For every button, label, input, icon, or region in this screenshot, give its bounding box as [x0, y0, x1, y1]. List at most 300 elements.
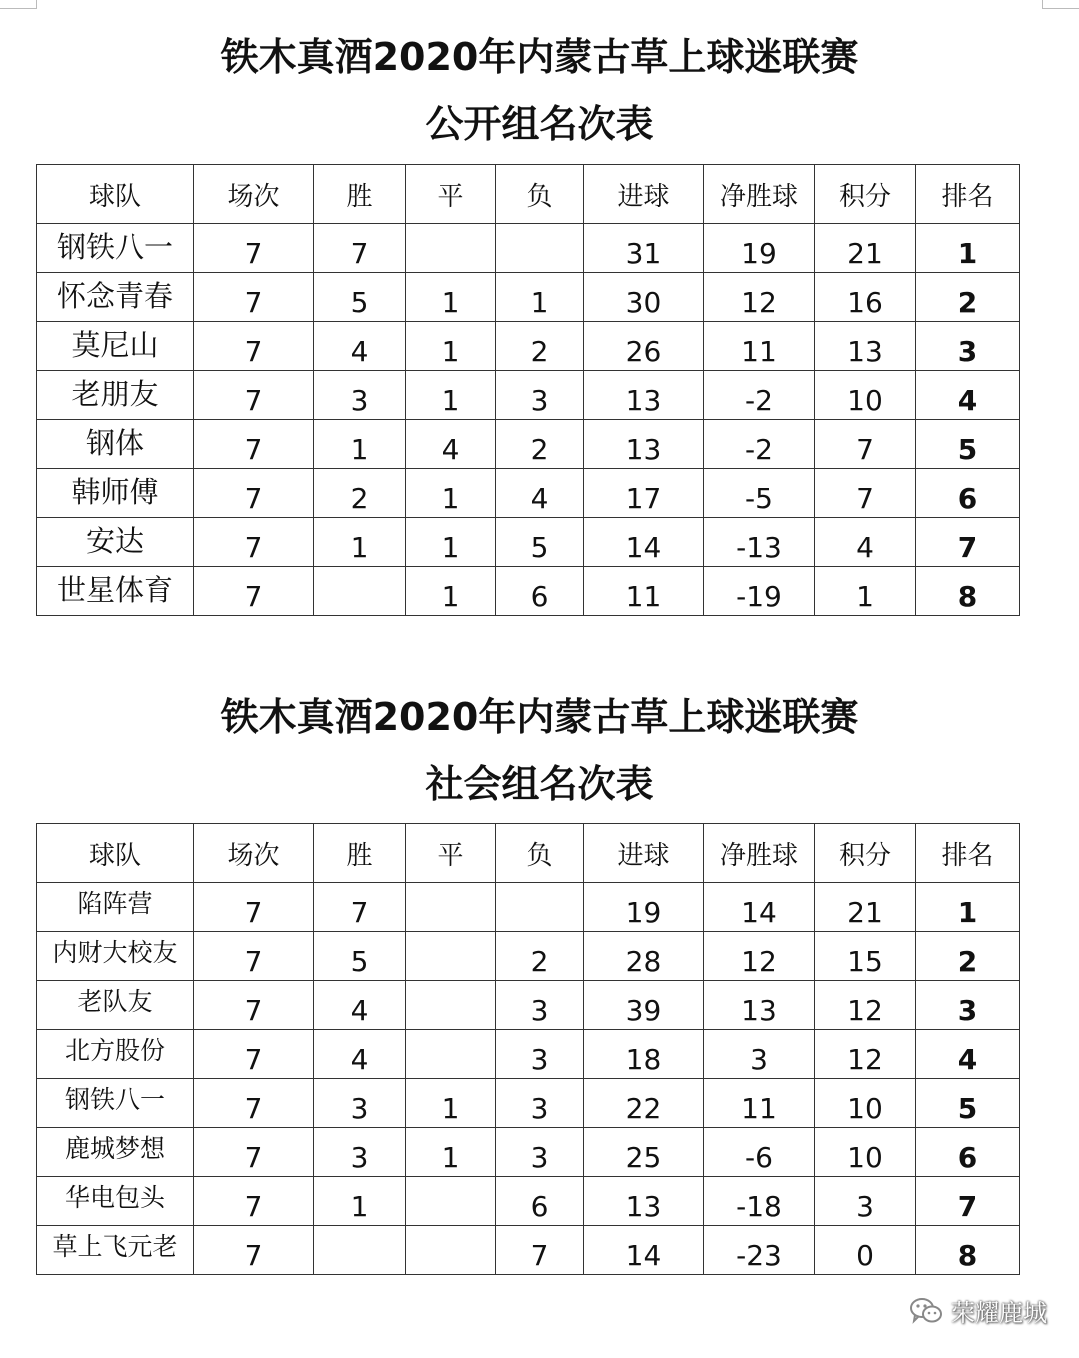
- cell-won: [314, 371, 406, 420]
- cell-value: 8: [957, 580, 978, 613]
- column-header-played: 场次: [194, 824, 314, 883]
- table-row: [37, 883, 1020, 932]
- cell-value: 11: [625, 580, 662, 613]
- column-header-rank: 排名: [916, 824, 1020, 883]
- cell-value: 19: [741, 237, 777, 270]
- cell-value: 7: [244, 1092, 263, 1125]
- cell-won: [314, 224, 406, 273]
- cell-value: 老队友: [77, 987, 153, 1016]
- cell-value: 30: [625, 286, 662, 319]
- cell-goals-for: [584, 469, 704, 518]
- cell-goals-for: [584, 1226, 704, 1275]
- cell-value: 12: [847, 994, 883, 1027]
- cell-value: 北方股份: [64, 1036, 165, 1065]
- cell-points: [815, 224, 916, 273]
- cell-value: 19: [625, 896, 662, 929]
- cell-value: -2: [745, 433, 773, 466]
- cell-goal-difference: [704, 1177, 815, 1226]
- cell-value: 怀念青春: [56, 279, 173, 313]
- cell-played: [194, 518, 314, 567]
- cell-rank: [916, 1030, 1020, 1079]
- cell-lost: [496, 322, 584, 371]
- cell-value: 2: [350, 482, 369, 515]
- cell-goal-difference: [704, 1079, 815, 1128]
- cell-rank: [916, 371, 1020, 420]
- cell-value: 10: [847, 1092, 883, 1125]
- cell-value: 3: [530, 384, 549, 417]
- account-watermark: [909, 1293, 1047, 1328]
- cell-goal-difference: [704, 273, 815, 322]
- column-header-team: 球队: [37, 165, 194, 224]
- cell-value: 1: [530, 286, 549, 319]
- cell-value: 25: [625, 1141, 662, 1174]
- cell-value: 13: [741, 994, 777, 1027]
- cell-goal-difference: [704, 322, 815, 371]
- cell-lost: [496, 1079, 584, 1128]
- cell-points: [815, 1226, 916, 1275]
- cell-value: 2: [530, 433, 549, 466]
- column-header-team: 球队: [37, 824, 194, 883]
- cell-value: 2: [957, 286, 978, 319]
- cell-played: [194, 1030, 314, 1079]
- cell-value: 老朋友: [71, 377, 159, 411]
- cell-won: [314, 469, 406, 518]
- cell-points: [815, 322, 916, 371]
- cell-value: 3: [350, 384, 369, 417]
- cell-played: [194, 932, 314, 981]
- cell-value: 7: [856, 433, 874, 466]
- cell-won: [314, 1030, 406, 1079]
- cell-lost: [496, 1128, 584, 1177]
- column-header-goals-for: 进球: [584, 165, 704, 224]
- cell-value: 7: [530, 1239, 549, 1272]
- cell-rank: [916, 273, 1020, 322]
- cell-value: 18: [625, 1043, 662, 1076]
- cell-value: 2: [957, 945, 978, 978]
- cell-won: [314, 1079, 406, 1128]
- cell-points: [815, 469, 916, 518]
- cell-played: [194, 1177, 314, 1226]
- cell-value: 4: [350, 335, 369, 368]
- cell-value: 7: [244, 482, 263, 515]
- cell-value: 4: [350, 994, 369, 1027]
- cell-lost: [496, 932, 584, 981]
- cell-value: 韩师傅: [71, 475, 159, 509]
- cell-team: [37, 224, 194, 273]
- cell-value: 11: [741, 335, 777, 368]
- table-row: [37, 1079, 1020, 1128]
- cell-points: [815, 1030, 916, 1079]
- wechat-icon: [909, 1296, 943, 1326]
- cell-goal-difference: [704, 567, 815, 616]
- cell-rank: [916, 1079, 1020, 1128]
- cell-team: [37, 1177, 194, 1226]
- cell-goals-for: [584, 1128, 704, 1177]
- cell-rank: [916, 224, 1020, 273]
- cell-rank: [916, 469, 1020, 518]
- cell-value: 4: [856, 531, 874, 564]
- cell-value: 7: [350, 237, 369, 270]
- column-header-goal-difference: 净胜球: [704, 824, 815, 883]
- cell-value: 7: [856, 482, 874, 515]
- cell-team: [37, 518, 194, 567]
- cell-value: 莫尼山: [71, 328, 159, 362]
- cell-team: [37, 273, 194, 322]
- cell-played: [194, 273, 314, 322]
- cell-value: 7: [244, 1190, 263, 1223]
- cell-value: 7: [957, 531, 978, 564]
- cell-won: [314, 567, 406, 616]
- cell-lost: [496, 371, 584, 420]
- cell-value: 3: [856, 1190, 874, 1223]
- cell-value: 12: [847, 1043, 883, 1076]
- cell-value: 1: [441, 286, 460, 319]
- cell-goals-for: [584, 273, 704, 322]
- cell-drawn: [406, 371, 496, 420]
- cell-drawn: [406, 1030, 496, 1079]
- cell-won: [314, 420, 406, 469]
- cell-drawn: [406, 322, 496, 371]
- cell-value: 7: [957, 1190, 978, 1223]
- cell-won: [314, 273, 406, 322]
- cell-value: 5: [957, 1092, 978, 1125]
- cell-won: [314, 932, 406, 981]
- cell-value: 1: [441, 482, 460, 515]
- cell-value: 1: [957, 896, 978, 929]
- cell-team: [37, 1030, 194, 1079]
- cell-value: 1: [441, 531, 460, 564]
- cell-played: [194, 981, 314, 1030]
- cell-value: 安达: [85, 524, 144, 558]
- cell-value: 3: [530, 1141, 549, 1174]
- cell-won: [314, 322, 406, 371]
- cell-value: 13: [625, 384, 662, 417]
- cell-goals-for: [584, 1030, 704, 1079]
- cell-drawn: [406, 981, 496, 1030]
- cell-played: [194, 1128, 314, 1177]
- cell-value: 陷阵营: [77, 889, 153, 918]
- cell-drawn: [406, 518, 496, 567]
- cell-rank: [916, 1226, 1020, 1275]
- social-group-standings-table: [36, 823, 1020, 1275]
- cell-goal-difference: [704, 932, 815, 981]
- cell-value: 3: [530, 1092, 549, 1125]
- cell-drawn: [406, 567, 496, 616]
- cell-value: 3: [957, 994, 978, 1027]
- cell-value: 12: [741, 945, 777, 978]
- cell-value: 7: [244, 335, 263, 368]
- cell-lost: [496, 1030, 584, 1079]
- table-row: [37, 981, 1020, 1030]
- cell-value: 1: [441, 335, 460, 368]
- cell-value: 内财大校友: [52, 938, 178, 967]
- cell-value: 1: [350, 1190, 369, 1223]
- cell-value: 1: [350, 531, 369, 564]
- cell-value: 4: [350, 1043, 369, 1076]
- cell-value: 16: [847, 286, 883, 319]
- cell-points: [815, 518, 916, 567]
- cell-value: 5: [350, 945, 369, 978]
- cell-value: 3: [350, 1141, 369, 1174]
- column-header-rank: 排名: [916, 165, 1020, 224]
- cell-points: [815, 932, 916, 981]
- cell-team: [37, 932, 194, 981]
- cell-value: 7: [244, 1141, 263, 1174]
- cell-value: 26: [625, 335, 662, 368]
- table-row: [37, 567, 1020, 616]
- cell-goal-difference: [704, 1030, 815, 1079]
- watermark-text: 荣耀鹿城: [951, 1299, 1047, 1327]
- cell-value: 0: [856, 1239, 874, 1272]
- cell-goals-for: [584, 567, 704, 616]
- cell-points: [815, 273, 916, 322]
- cell-value: 4: [957, 1043, 978, 1076]
- cell-drawn: [406, 1226, 496, 1275]
- cell-drawn: [406, 1079, 496, 1128]
- cell-value: 6: [957, 482, 978, 515]
- column-header-points: 积分: [815, 824, 916, 883]
- cell-goals-for: [584, 932, 704, 981]
- cell-value: 22: [625, 1092, 662, 1125]
- cell-rank: [916, 1128, 1020, 1177]
- cell-value: 13: [625, 433, 662, 466]
- column-header-won: 胜: [314, 824, 406, 883]
- cell-drawn: [406, 420, 496, 469]
- cell-value: 钢铁八一: [56, 230, 173, 264]
- cell-value: 6: [957, 1141, 978, 1174]
- cell-value: 2: [530, 945, 549, 978]
- cell-lost: [496, 469, 584, 518]
- cell-lost: [496, 981, 584, 1030]
- cell-value: 14: [741, 896, 777, 929]
- cell-points: [815, 883, 916, 932]
- cell-rank: [916, 518, 1020, 567]
- open-group-title-line2: 公开组名次表: [425, 102, 654, 146]
- cell-value: 5: [530, 531, 549, 564]
- cell-points: [815, 567, 916, 616]
- table-row: [37, 1030, 1020, 1079]
- cell-goal-difference: [704, 1128, 815, 1177]
- cell-value: 7: [244, 945, 263, 978]
- table-row: [37, 273, 1020, 322]
- cell-value: 4: [530, 482, 549, 515]
- cell-rank: [916, 322, 1020, 371]
- cell-value: 3: [957, 335, 978, 368]
- cell-value: 8: [957, 1239, 978, 1272]
- cell-team: [37, 469, 194, 518]
- cell-goal-difference: [704, 1226, 815, 1275]
- cell-drawn: [406, 273, 496, 322]
- cell-lost: [496, 1226, 584, 1275]
- cell-value: 13: [847, 335, 883, 368]
- table-row: [37, 420, 1020, 469]
- cell-value: 3: [530, 994, 549, 1027]
- cell-lost: [496, 1177, 584, 1226]
- cell-value: 2: [530, 335, 549, 368]
- cell-points: [815, 420, 916, 469]
- cell-value: 7: [244, 994, 263, 1027]
- cell-team: [37, 1079, 194, 1128]
- cell-value: 鹿城梦想: [64, 1134, 165, 1163]
- cell-lost: [496, 567, 584, 616]
- cell-value: 4: [441, 433, 460, 466]
- cell-drawn: [406, 1177, 496, 1226]
- cell-played: [194, 420, 314, 469]
- cell-played: [194, 883, 314, 932]
- cell-won: [314, 883, 406, 932]
- cell-value: 6: [530, 580, 549, 613]
- cell-rank: [916, 883, 1020, 932]
- cell-value: -2: [745, 384, 773, 417]
- cell-points: [815, 1177, 916, 1226]
- cell-goals-for: [584, 420, 704, 469]
- cell-played: [194, 1226, 314, 1275]
- cell-goal-difference: [704, 371, 815, 420]
- social-group-title-line1: 铁木真酒2020年内蒙古草上球迷联赛: [220, 695, 859, 739]
- cell-goals-for: [584, 518, 704, 567]
- cell-value: 7: [350, 896, 369, 929]
- cell-rank: [916, 932, 1020, 981]
- cell-value: 5: [957, 433, 978, 466]
- cell-value: 1: [441, 580, 460, 613]
- cell-value: 6: [530, 1190, 549, 1223]
- cell-value: 1: [856, 580, 874, 613]
- cell-goal-difference: [704, 224, 815, 273]
- cell-value: 13: [625, 1190, 662, 1223]
- cell-won: [314, 1226, 406, 1275]
- cell-goals-for: [584, 1177, 704, 1226]
- cell-value: 4: [957, 384, 978, 417]
- table-row: [37, 1226, 1020, 1275]
- cell-goal-difference: [704, 518, 815, 567]
- cell-drawn: [406, 1128, 496, 1177]
- cell-team: [37, 567, 194, 616]
- cell-team: [37, 420, 194, 469]
- cell-played: [194, 469, 314, 518]
- column-header-points: 积分: [815, 165, 916, 224]
- open-group-standings-table: [36, 164, 1020, 616]
- column-header-played: 场次: [194, 165, 314, 224]
- cell-played: [194, 322, 314, 371]
- cell-value: 7: [244, 1043, 263, 1076]
- table-row: [37, 1177, 1020, 1226]
- cell-value: 草上飞元老: [52, 1232, 178, 1261]
- cell-points: [815, 1128, 916, 1177]
- cell-value: 钢铁八一: [64, 1085, 165, 1114]
- cell-played: [194, 567, 314, 616]
- cell-rank: [916, 1177, 1020, 1226]
- cell-value: 7: [244, 384, 263, 417]
- table-row: [37, 322, 1020, 371]
- cell-value: 28: [625, 945, 662, 978]
- cell-goals-for: [584, 883, 704, 932]
- cell-played: [194, 224, 314, 273]
- cell-value: 钢体: [85, 426, 144, 460]
- cell-goal-difference: [704, 883, 815, 932]
- column-header-lost: 负: [496, 824, 584, 883]
- cell-value: 1: [957, 237, 978, 270]
- cell-value: 华电包头: [64, 1183, 165, 1212]
- cell-value: 12: [741, 286, 777, 319]
- cell-rank: [916, 981, 1020, 1030]
- cell-won: [314, 1177, 406, 1226]
- cell-drawn: [406, 469, 496, 518]
- column-header-goal-difference: 净胜球: [704, 165, 815, 224]
- cell-value: 7: [244, 531, 263, 564]
- cell-points: [815, 1079, 916, 1128]
- cell-drawn: [406, 224, 496, 273]
- table-row: [37, 1128, 1020, 1177]
- cell-goals-for: [584, 224, 704, 273]
- cell-won: [314, 981, 406, 1030]
- cell-won: [314, 518, 406, 567]
- cell-value: 3: [350, 1092, 369, 1125]
- cell-value: 1: [441, 384, 460, 417]
- cell-value: -18: [736, 1190, 782, 1223]
- cell-won: [314, 1128, 406, 1177]
- cell-lost: [496, 883, 584, 932]
- column-header-goals-for: 进球: [584, 824, 704, 883]
- corner-mark-right: [1042, 0, 1079, 9]
- cell-team: [37, 1226, 194, 1275]
- column-header-drawn: 平: [406, 165, 496, 224]
- table-row: [37, 932, 1020, 981]
- open-group-title-line1: 铁木真酒2020年内蒙古草上球迷联赛: [220, 35, 859, 79]
- cell-value: 11: [741, 1092, 777, 1125]
- cell-value: 21: [847, 896, 883, 929]
- cell-value: 7: [244, 286, 263, 319]
- cell-points: [815, 981, 916, 1030]
- cell-goal-difference: [704, 469, 815, 518]
- cell-drawn: [406, 932, 496, 981]
- column-header-won: 胜: [314, 165, 406, 224]
- cell-goals-for: [584, 981, 704, 1030]
- cell-team: [37, 1128, 194, 1177]
- cell-played: [194, 371, 314, 420]
- cell-goals-for: [584, 322, 704, 371]
- cell-value: 10: [847, 384, 883, 417]
- cell-value: 7: [244, 1239, 263, 1272]
- cell-goals-for: [584, 371, 704, 420]
- cell-value: 世星体育: [56, 573, 173, 607]
- cell-team: [37, 322, 194, 371]
- cell-goals-for: [584, 1079, 704, 1128]
- cell-rank: [916, 420, 1020, 469]
- table-row: [37, 518, 1020, 567]
- cell-value: 14: [625, 1239, 662, 1272]
- cell-lost: [496, 420, 584, 469]
- header-row: [37, 165, 1020, 224]
- cell-value: -13: [736, 531, 782, 564]
- column-header-drawn: 平: [406, 824, 496, 883]
- cell-played: [194, 1079, 314, 1128]
- cell-value: 17: [625, 482, 662, 515]
- cell-value: 31: [625, 237, 662, 270]
- cell-value: 1: [441, 1092, 460, 1125]
- table-row: [37, 371, 1020, 420]
- cell-rank: [916, 567, 1020, 616]
- table-row: [37, 469, 1020, 518]
- cell-value: 1: [350, 433, 369, 466]
- cell-value: -5: [745, 482, 773, 515]
- cell-team: [37, 981, 194, 1030]
- cell-goal-difference: [704, 420, 815, 469]
- cell-lost: [496, 518, 584, 567]
- cell-value: 3: [530, 1043, 549, 1076]
- cell-points: [815, 371, 916, 420]
- cell-value: -19: [736, 580, 782, 613]
- cell-value: 14: [625, 531, 662, 564]
